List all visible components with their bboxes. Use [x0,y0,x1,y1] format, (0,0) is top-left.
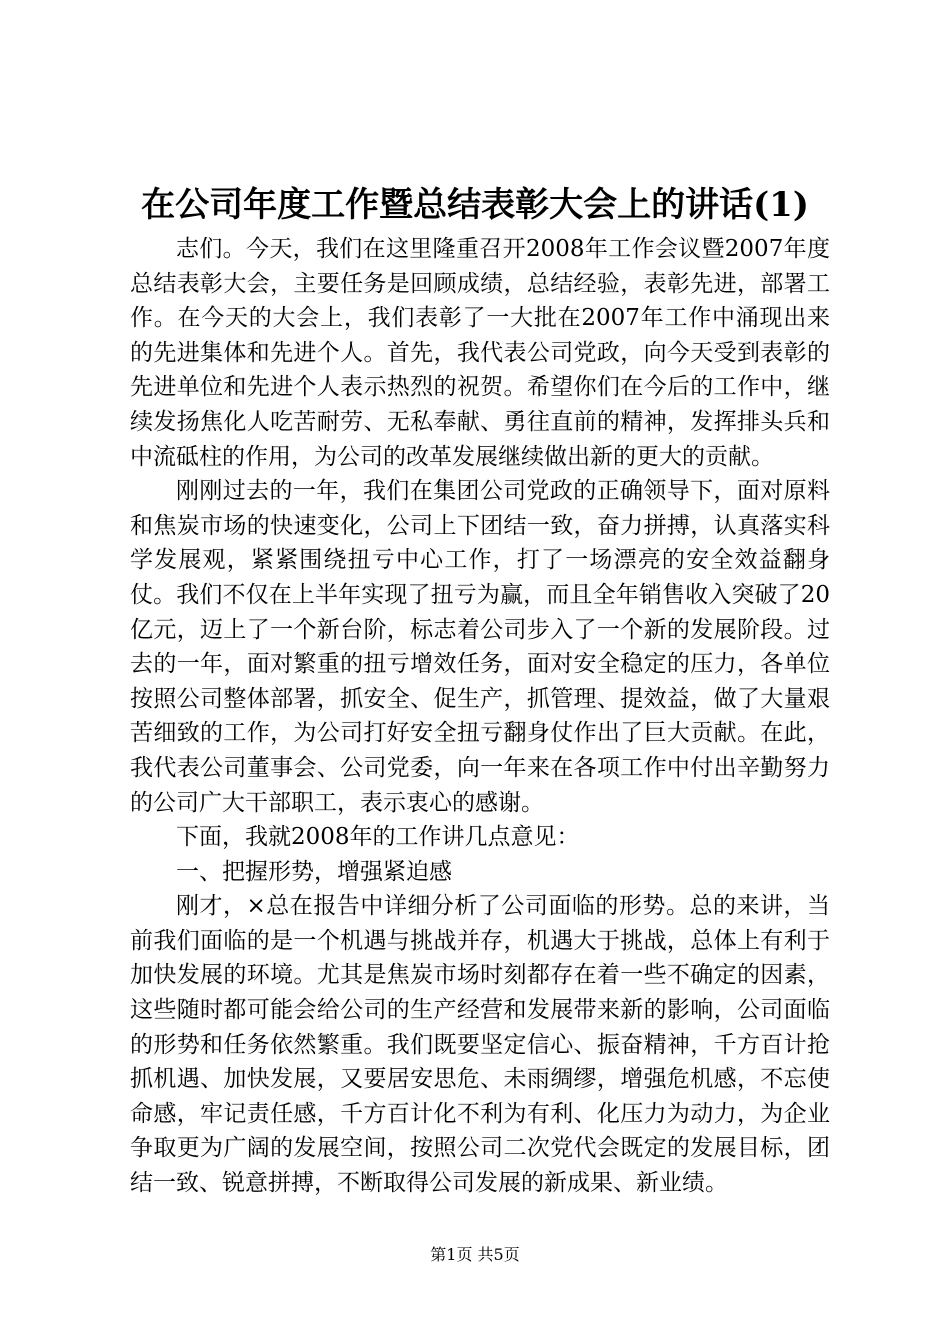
paragraph-opening: 志们。今天，我们在这里隆重召开2008年工作会议暨2007年度总结表彰大会，主要任务是回顾成绩，总结经验，表彰先进，部署工作。在今天的大会上，我们表彰了一大批在2007年工作中涌现出来的先进集体和先进个人。首先，我代表公司党政，向今天受到表彰的先进单位和先进个人表示热烈的祝贺。希望你们在今后的工作中，继续发扬焦化人吃苦耐劳、无私奉献、勇往直前的精神，发挥排头兵和中流砥柱的作用，为公司的改革发展继续做出新的更大的贡献。 [130,236,830,470]
paragraph-review: 刚刚过去的一年，我们在集团公司党政的正确领导下，面对原料和焦炭市场的快速变化，公司上下团结一致，奋力拼搏，认真落实科学发展观，紧紧围绕扭亏中心工作，打了一场漂亮的安全效益翻身仗。我们不仅在上半年实现了扭亏为赢，而且全年销售收入突破了20亿元，迈上了一个新台阶，标志着公司步入了一个新的发展阶段。过去的一年，面对繁重的扭亏增效任务，面对安全稳定的压力，各单位按照公司整体部署，抓安全、促生产，抓管理、提效益，做了大量艰苦细致的工作，为公司打好安全扭亏翻身仗作出了巨大贡献。在此，我代表公司董事会、公司党委，向一年来在各项工作中付出辛勤努力的公司广大干部职工，表示衷心的感谢。 [130,478,830,816]
document-body [130,232,830,1201]
paragraph-intro-points: 下面，我就2008年的工作讲几点意见： [176,824,580,851]
section-heading-1: 一、把握形势，增强紧迫感 [176,858,452,885]
paragraph-situation: 刚才，×总在报告中详细分析了公司面临的形势。总的来讲，当前我们面临的是一个机遇与挑战并存，机遇大于挑战，总体上有利于加快发展的环境。尤其是焦炭市场时刻都存在着一些不确定的因素，这些随时都可能会给公司的生产经营和发展带来新的影响，公司面临的形势和任务依然繁重。我们既要坚定信心、振奋精神，千方百计抢抓机遇、加快发展，又要居安思危、未雨绸缪，增强危机感，不忘使命感，牢记责任感，千方百计化不利为有利、化压力为动力，为企业争取更为广阔的发展空间，按照公司二次党代会既定的发展目标，团结一致、锐意拼搏，不断取得公司发展的新成果、新业绩。 [130,893,830,1197]
page-number-footer: 第1页 共5页 [430,1245,520,1264]
document-title: 在公司年度工作暨总结表彰大会上的讲话(1) [141,185,809,225]
